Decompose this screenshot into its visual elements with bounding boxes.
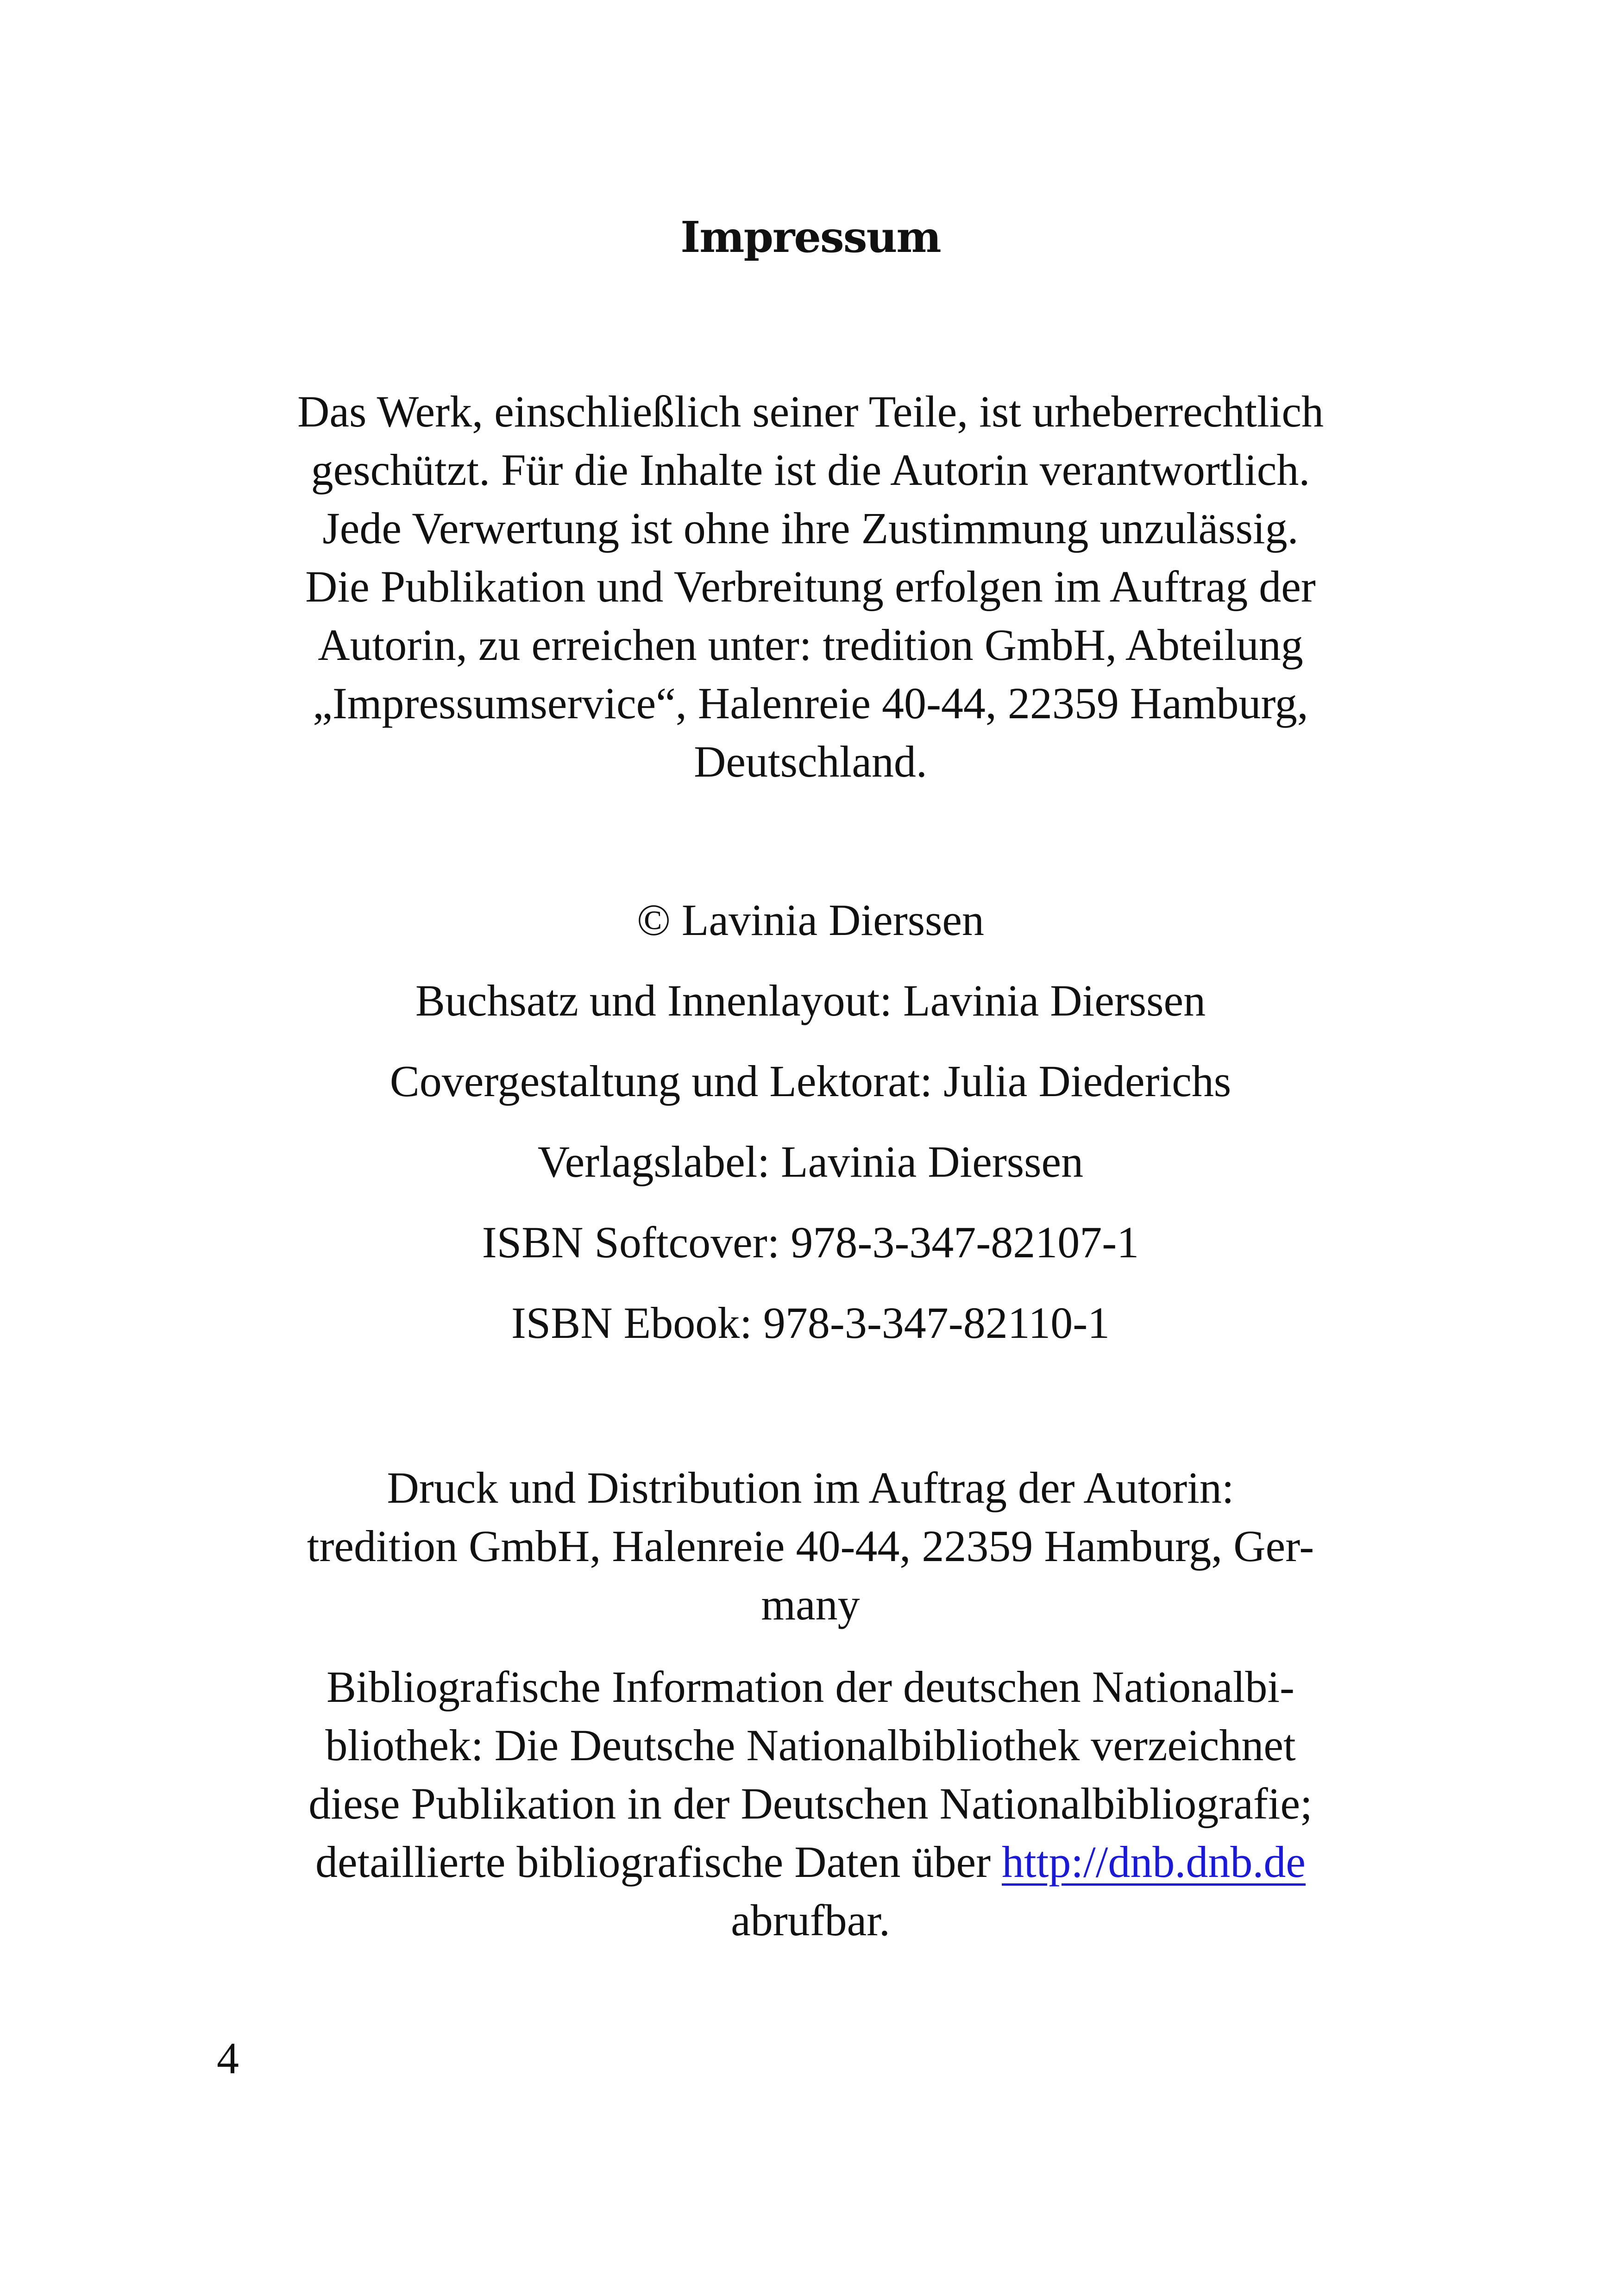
dnb-link[interactable]: http://dnb.dnb.de — [1002, 1837, 1306, 1887]
credits-list — [213, 880, 1408, 1363]
copyright-line: Das Werk, einschließlich seiner Teile, ist urheberrechtlich — [297, 387, 1324, 436]
isbn-ebook: ISBN Ebook: 978-3-347-82110-1 — [511, 1298, 1110, 1348]
bibliographic-line: bliothek: Die Deutsche Nationalbibliothek verzeichnet — [325, 1720, 1296, 1770]
cover-editing-credit: Covergestaltung und Lektorat: Julia Diederichs — [390, 1056, 1231, 1106]
page-number: 4 — [217, 2033, 239, 2083]
bibliographic-closing-line: abrufbar. — [731, 1895, 890, 1945]
copyright-line: Deutschland. — [694, 737, 927, 786]
bibliographic-link-prefix: detaillierte bibliografische Daten über — [315, 1837, 1002, 1887]
isbn-softcover: ISBN Softcover: 978-3-347-82107-1 — [482, 1217, 1139, 1267]
copyright-paragraph — [213, 383, 1408, 791]
copyright-line: „Impressumservice“, Halenreie 40-44, 22359 Hamburg, — [313, 678, 1308, 728]
page-title: Impressum — [680, 212, 941, 262]
copyright-line: Autorin, zu erreichen unter: tredition GmbH, Abteilung — [318, 620, 1303, 670]
copyright-holder: © Lavinia Dierssen — [636, 895, 985, 945]
print-distribution-paragraph — [213, 1459, 1408, 1634]
print-line: tredition GmbH, Halenreie 40-44, 22359 Hamburg, Ger- — [307, 1521, 1314, 1571]
bibliographic-paragraph — [213, 1658, 1408, 1950]
copyright-line: geschützt. Für die Inhalte ist die Autorin verantwortlich. — [311, 445, 1310, 495]
bibliographic-line: Bibliografische Information der deutschen Nationalbi- — [326, 1662, 1294, 1712]
copyright-line: Jede Verwertung ist ohne ihre Zustimmung unzulässig. — [322, 503, 1299, 553]
layout-credit: Buchsatz und Innenlayout: Lavinia Dierssen — [415, 976, 1206, 1025]
copyright-line: Die Publikation und Verbreitung erfolgen im Auftrag der — [305, 562, 1316, 611]
publisher-label: Verlagslabel: Lavinia Dierssen — [537, 1137, 1084, 1186]
print-line: Druck und Distribution im Auftrag der Autorin: — [387, 1463, 1234, 1512]
bibliographic-line: diese Publikation in der Deutschen Nationalbibliografie; — [308, 1779, 1313, 1828]
print-line: many — [761, 1580, 860, 1629]
bibliographic-link-line — [213, 1833, 1408, 1891]
